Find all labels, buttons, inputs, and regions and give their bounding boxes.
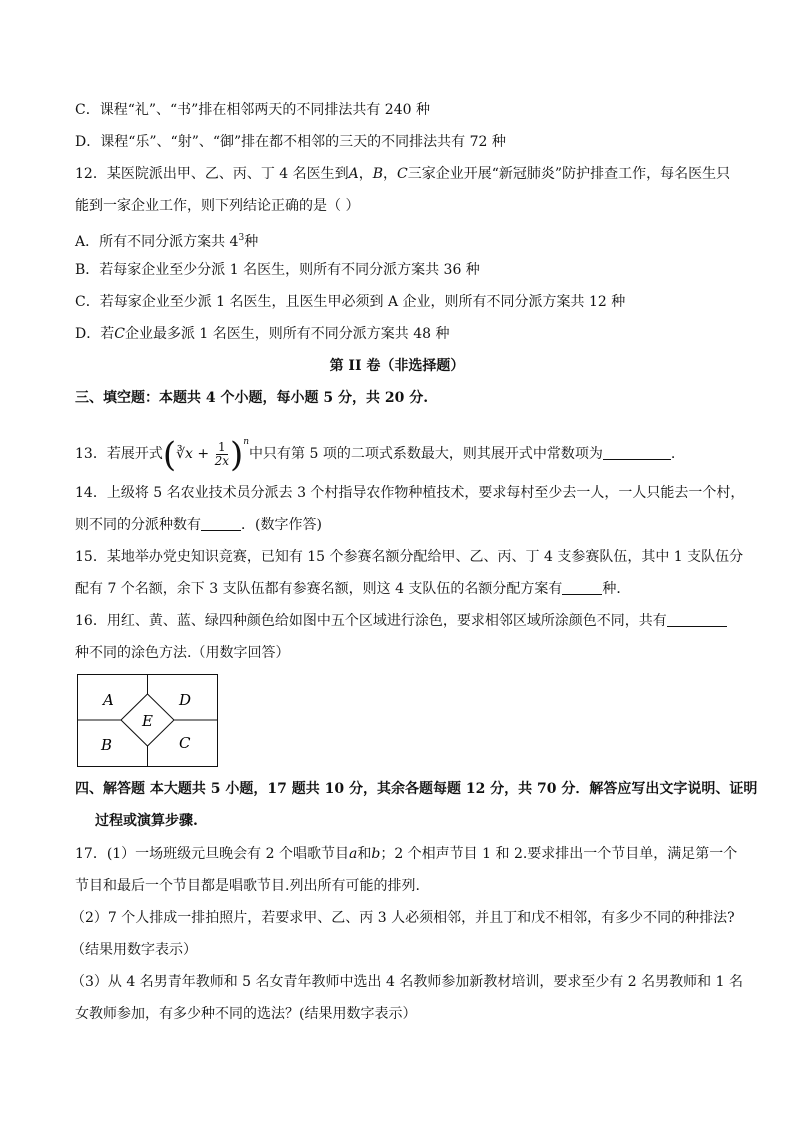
q13-text-a: 13．若展开式 xyxy=(75,446,163,462)
q17-text-a: 17．(1）一场班级元旦晚会有 2 个唱歌节目 xyxy=(75,846,349,862)
q12-text-a: 12．某医院派出甲、乙、丙、丁 4 名医生到 xyxy=(75,166,349,182)
question-16 xyxy=(75,612,727,630)
region-c-label: C xyxy=(179,734,191,752)
region-d-label: D xyxy=(179,691,192,709)
question-13: 13．若展开式(∛x + $\frac{1}{2x}$ )$^n$中只有第 5 项的二项式系数最大，则其展开式中常数项为 . xyxy=(75,435,676,475)
q12-company-c: C xyxy=(397,166,408,182)
option-c-q12: C．若每家企业至少派 1 名医生，且医生甲必须到 A 企业，则所有不同分派方案共 12 种 xyxy=(75,294,626,310)
q14-answer-blank[interactable] xyxy=(201,516,241,531)
question-16-cont: 种不同的涂色方法.（用数字回答） xyxy=(75,645,290,661)
answer-section-heading-cont: 过程或演算步骤. xyxy=(95,813,198,829)
q13-period: . xyxy=(670,446,676,462)
question-17-part1-cont: 节目和最后一个节目都是唱歌节目.列出所有可能的排列. xyxy=(75,878,420,894)
region-a-label: A xyxy=(103,691,114,709)
q16-answer-blank[interactable] xyxy=(667,612,727,627)
q12-a-unit: 种 xyxy=(244,234,259,250)
region-e-label: E xyxy=(142,712,153,730)
q13-cuberoot: ∛x xyxy=(176,446,193,462)
option-b-q12: B．若每家企业至少分派 1 名医生，则所有不同分派方案共 36 种 xyxy=(75,262,480,278)
q12-a-text: A．所有不同分派方案共 4 xyxy=(75,234,239,250)
q14-text-a: 则不同的分派种数有 xyxy=(75,517,201,533)
q13-x: x xyxy=(185,446,193,462)
q13-fraction xyxy=(215,441,229,468)
question-17-part3: （3）从 4 名男青年教师和 5 名女青年教师中选出 4 名教师参加新教材培训，要求至少有 2 名男教师和 1 名 xyxy=(71,974,743,990)
question-17-part2-cont: （结果用数字表示） xyxy=(71,942,197,958)
coloring-region-figure xyxy=(77,674,219,768)
answer-section-heading: 四、解答题 本大题共 5 小题，17 题共 10 分，其余各题每题 12 分，共 70 分．解答应写出文字说明、证明 xyxy=(75,781,758,797)
q15-answer-blank[interactable] xyxy=(562,580,602,595)
section-2-title: 第 II 卷（非选择题） xyxy=(329,358,465,374)
q13-close-paren: ) xyxy=(229,435,244,475)
q12-d-text-b: 企业最多派 1 名医生，则所有不同分派方案共 48 种 xyxy=(124,326,450,342)
q17-song-b: b xyxy=(371,846,381,862)
question-12-stem xyxy=(75,165,730,183)
q12-comma-2: ， xyxy=(383,166,398,182)
q16-text-a: 16．用红、黄、蓝、绿四种颜色给如图中五个区域进行涂色，要求相邻区域所涂颜色不同，共有 xyxy=(75,613,667,629)
q13-answer-blank[interactable] xyxy=(603,445,671,460)
option-d-q11: D．课程“乐”、“射”、“御”排在都不相邻的三天的不同排法共有 72 种 xyxy=(75,134,506,150)
q13-exponent-n: n xyxy=(243,437,250,447)
question-15-cont xyxy=(75,580,630,598)
q13-open-paren: ( xyxy=(162,435,177,475)
q12-d-company: C xyxy=(114,326,125,342)
q15-text-a: 配有 7 个名额，余下 3 支队伍都有参赛名额，则这 4 支队伍的名额分配方案有 xyxy=(75,581,563,597)
q12-company-b: B xyxy=(372,166,384,182)
fill-in-section-heading: 三、填空题：本题共 4 个小题，每小题 5 分，共 20 分. xyxy=(75,390,429,406)
question-17-part3-cont: 女教师参加，有多少种不同的选法？(结果用数字表示） xyxy=(75,1006,417,1022)
region-b-label: B xyxy=(101,736,113,754)
question-17-part1 xyxy=(75,845,737,863)
question-14-cont xyxy=(75,516,322,534)
q12-comma-1: ， xyxy=(358,166,373,182)
option-a-q12 xyxy=(75,229,258,251)
q12-text-b: 三家企业开展“新冠肺炎”防护排查工作，每名医生只 xyxy=(407,166,731,182)
q13-text-b: 中只有第 5 项的二项式系数最大，则其展开式中常数项为 xyxy=(249,446,603,462)
q12-a-exponent: 3 xyxy=(238,233,245,243)
question-17-part2: （2）7 个人排成一排拍照片，若要求甲、乙、丙 3 人必须相邻，并且丁和戊不相邻，有多少不同的种排法? xyxy=(71,910,735,926)
question-15: 15．某地举办党史知识竞赛，已知有 15 个参赛名额分配给甲、乙、丙、丁 4 支参赛队伍，其中 1 支队伍分 xyxy=(75,549,744,565)
q17-song-a: a xyxy=(349,846,358,862)
q12-d-text-a: D．若 xyxy=(75,326,115,342)
q15-text-b: 种． xyxy=(602,581,631,597)
q14-text-b: ．(数字作答) xyxy=(241,517,322,533)
q17-and: 和 xyxy=(357,846,372,862)
question-12-stem-cont: 能到一家企业工作，则下列结论正确的是（ ） xyxy=(75,198,360,214)
option-d-q12 xyxy=(75,325,449,343)
q17-text-b: ；2 个相声节目 1 和 2.要求排出一个节目单，满足第一个 xyxy=(380,846,738,862)
option-c-q11: C．课程“礼”、“书”排在相邻两天的不同排法共有 240 种 xyxy=(75,102,430,118)
q12-company-a: A xyxy=(348,166,359,182)
q13-denominator: 2x xyxy=(214,453,229,468)
question-14: 14．上级将 5 名农业技术员分派去 3 个村指导农作物种植技术，要求每村至少去一人，一人只能去一个村， xyxy=(75,485,745,501)
q13-numerator: 1 xyxy=(217,439,226,454)
